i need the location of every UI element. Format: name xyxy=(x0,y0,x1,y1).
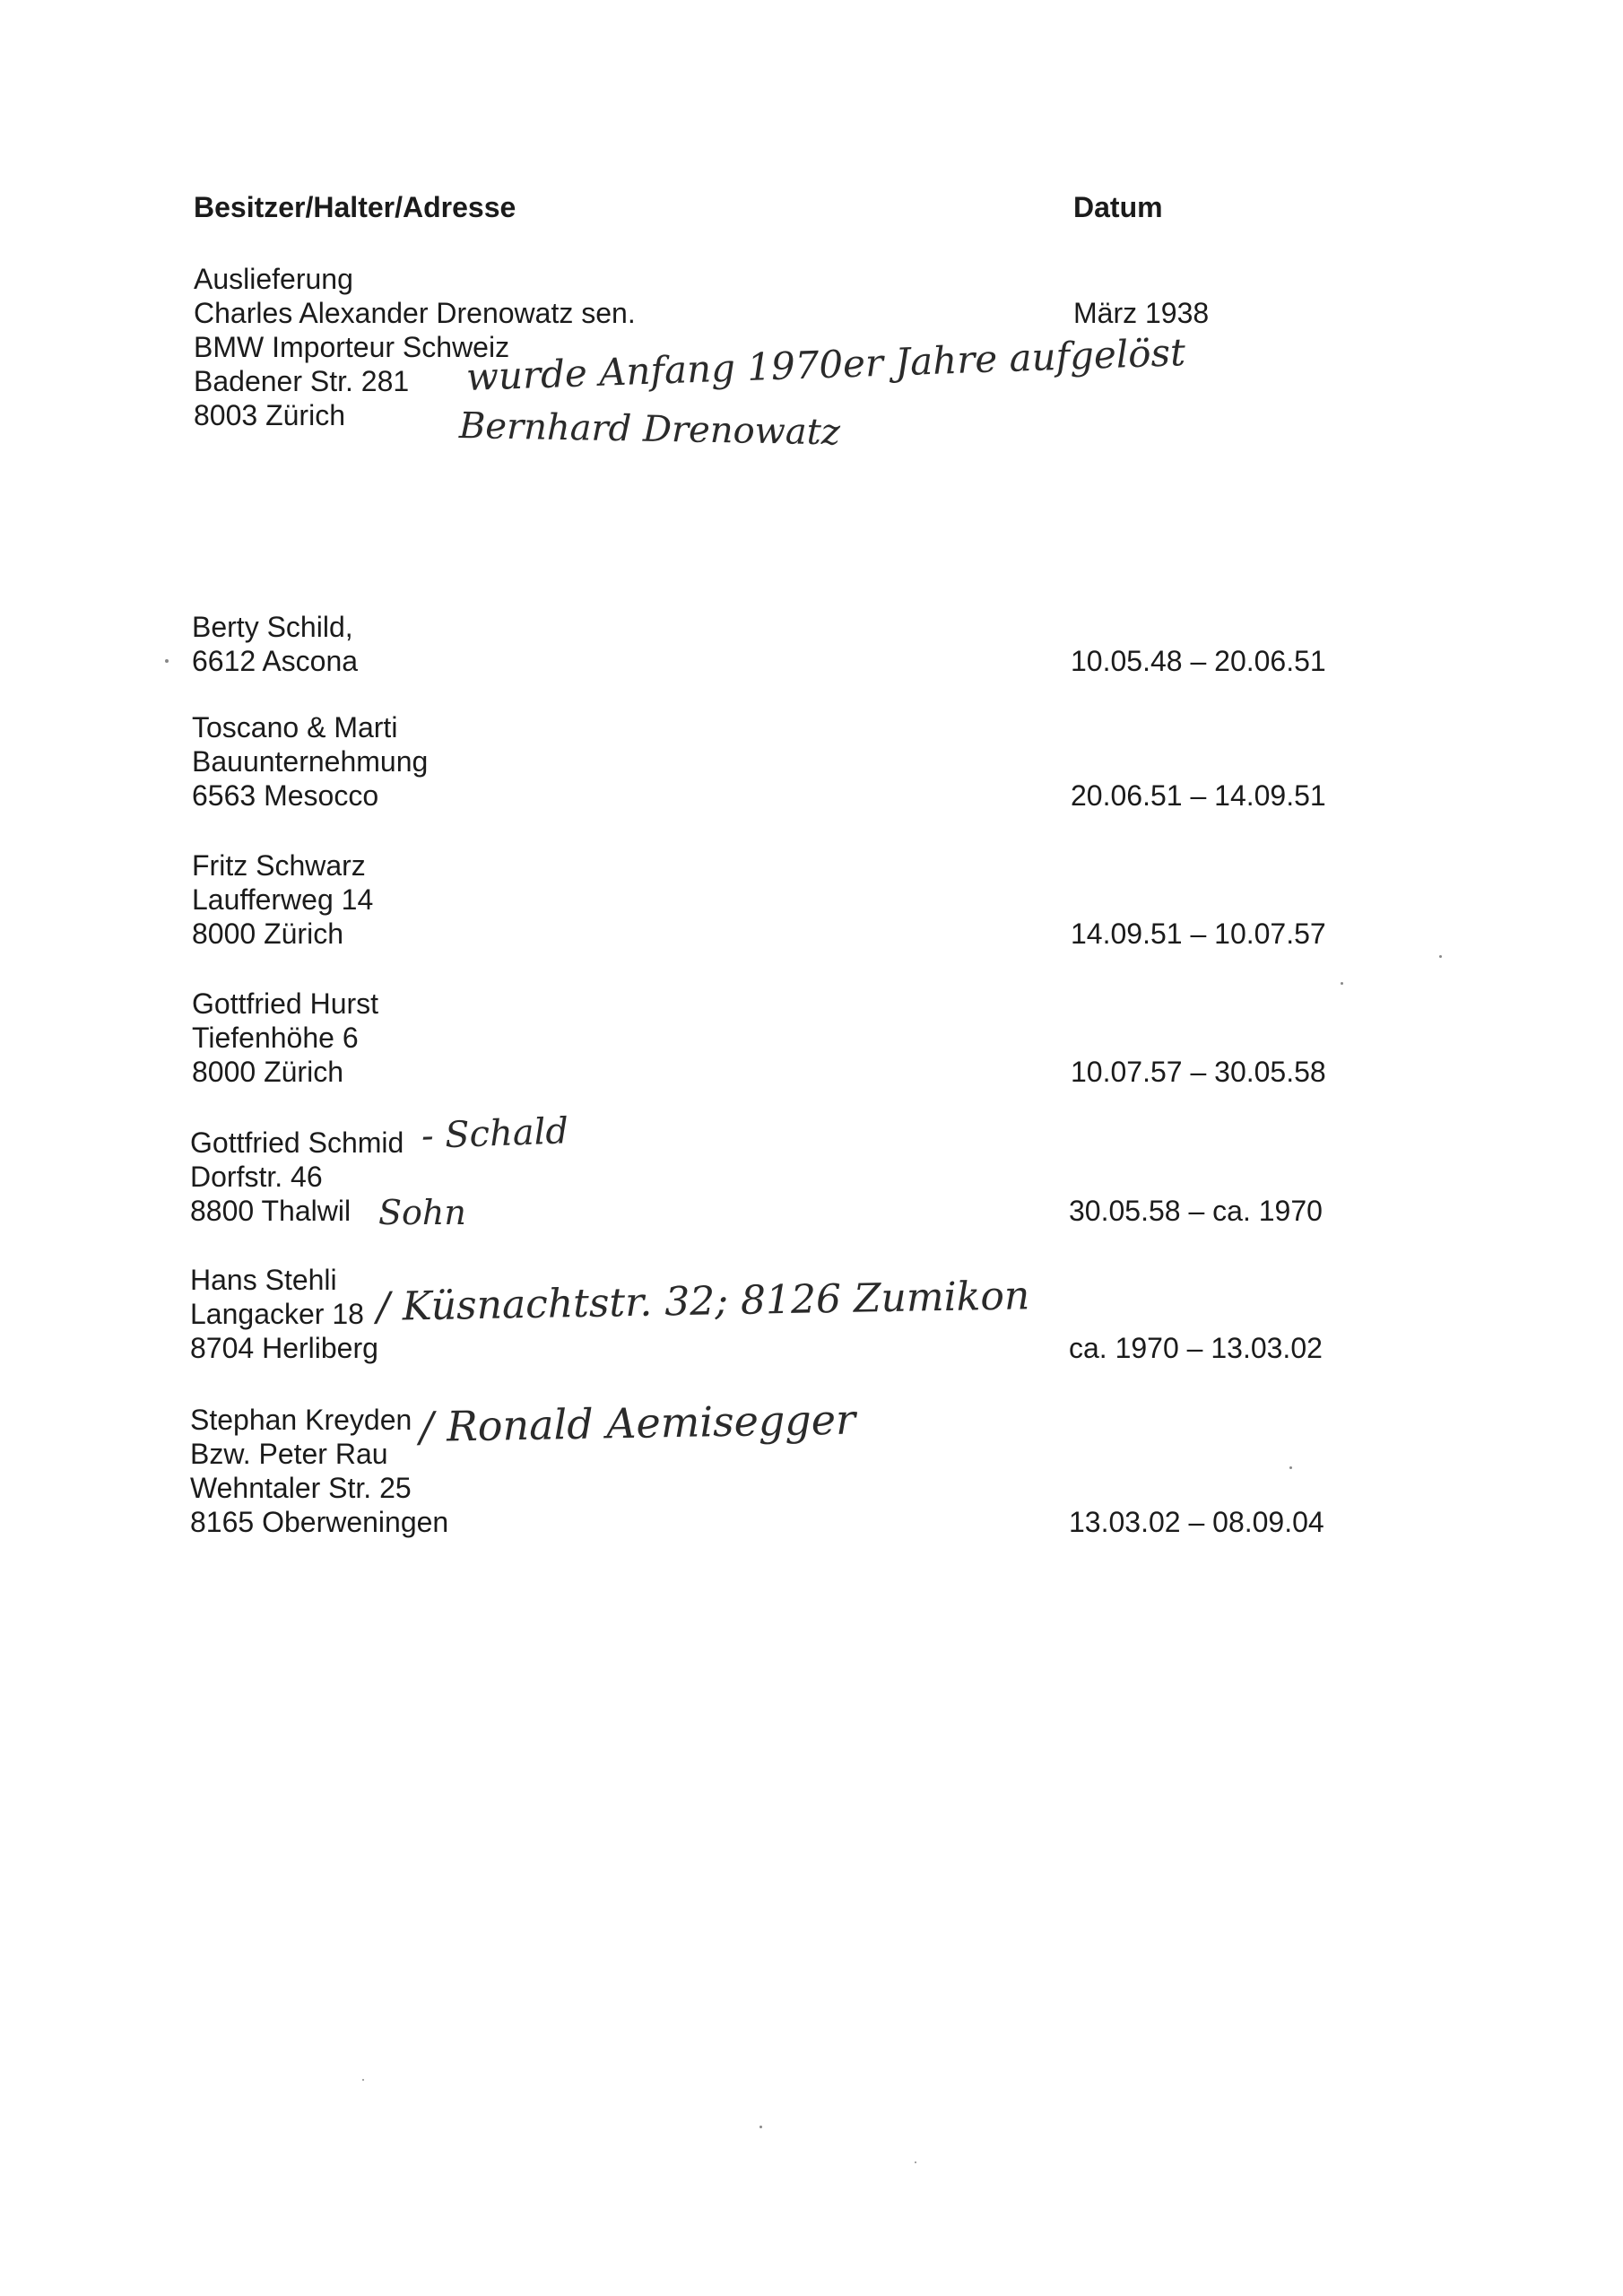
entry-line: 8704 Herliberg xyxy=(190,1332,378,1364)
entry-line: Toscano & Marti xyxy=(192,711,398,744)
scan-speck xyxy=(915,2161,916,2163)
scan-speck xyxy=(1341,982,1343,985)
entry-line: BMW Importeur Schweiz xyxy=(194,331,510,363)
entry-line: 8165 Oberweningen xyxy=(190,1506,449,1538)
entry-line: 6563 Mesocco xyxy=(192,779,379,812)
entry-line: Gottfried Schmid xyxy=(190,1126,404,1159)
scan-speck xyxy=(1289,1466,1292,1469)
scan-speck xyxy=(1439,955,1442,958)
scan-speck xyxy=(362,2079,364,2081)
entry-date: 30.05.58 – ca. 1970 xyxy=(1069,1195,1323,1227)
date-column-header: Datum xyxy=(1073,191,1163,223)
entry-line: Gottfried Hurst xyxy=(192,987,379,1020)
scan-speck xyxy=(165,659,169,663)
entry-date: 14.09.51 – 10.07.57 xyxy=(1071,918,1326,950)
entry-line: Bauunternehmung xyxy=(192,745,429,778)
entry-date: März 1938 xyxy=(1073,297,1210,329)
entry-line: Hans Stehli xyxy=(190,1264,337,1296)
entry-line: 8003 Zürich xyxy=(194,399,345,431)
handwritten-note: wurde Anfang 1970er Jahre aufgelöst xyxy=(465,330,1186,399)
entry-line: Auslieferung xyxy=(194,263,353,295)
entry-date: 13.03.02 – 08.09.04 xyxy=(1069,1506,1324,1538)
entry-date: 10.07.57 – 30.05.58 xyxy=(1071,1056,1326,1088)
entry-line: Bzw. Peter Rau xyxy=(190,1438,388,1470)
entry-line: Tiefenhöhe 6 xyxy=(192,1022,359,1054)
entry-line: Fritz Schwarz xyxy=(192,849,366,882)
handwritten-note: / Küsnachtstr. 32; 8126 Zumikon xyxy=(376,1273,1030,1330)
entry-line: Wehntaler Str. 25 xyxy=(190,1472,412,1504)
entry-line: Charles Alexander Drenowatz sen. xyxy=(194,297,636,329)
entry-line: Stephan Kreyden xyxy=(190,1404,412,1436)
entry-line: Laufferweg 14 xyxy=(192,883,374,916)
handwritten-note: Bernhard Drenowatz xyxy=(458,405,841,454)
entry-line: Dorfstr. 46 xyxy=(190,1161,323,1193)
handwritten-note: - Schald xyxy=(421,1110,569,1157)
entry-date: 10.05.48 – 20.06.51 xyxy=(1071,645,1326,677)
handwritten-note: Sohn xyxy=(378,1193,466,1232)
entry-line: 6612 Ascona xyxy=(192,645,359,677)
entry-date: 20.06.51 – 14.09.51 xyxy=(1071,779,1326,812)
entry-line: Langacker 18 xyxy=(190,1298,364,1330)
scan-speck xyxy=(759,2126,762,2128)
entry-date: ca. 1970 – 13.03.02 xyxy=(1069,1332,1323,1364)
entry-line: Badener Str. 281 xyxy=(194,365,410,397)
handwritten-note: / Ronald Aemisegger xyxy=(419,1395,856,1451)
entry-line: 8000 Zürich xyxy=(192,1056,343,1088)
entry-line: 8000 Zürich xyxy=(192,918,343,950)
owner-column-header: Besitzer/Halter/Adresse xyxy=(194,191,516,223)
entry-line: Berty Schild, xyxy=(192,611,353,643)
entry-line: 8800 Thalwil xyxy=(190,1195,352,1227)
